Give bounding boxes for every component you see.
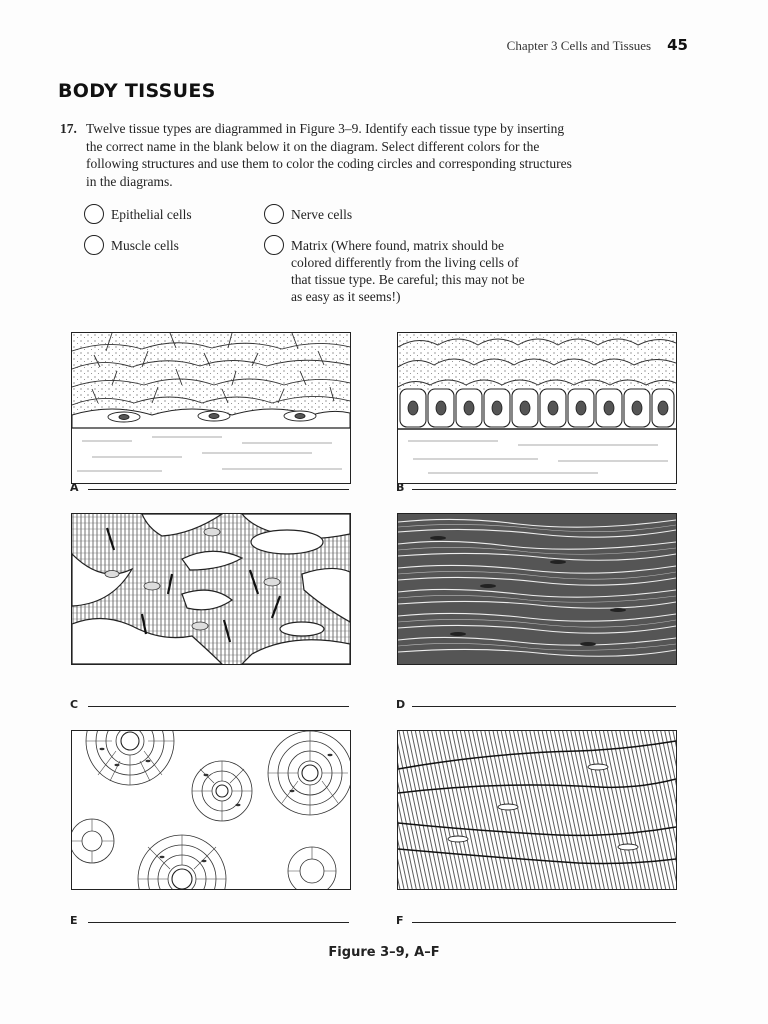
key-muscle-cells[interactable] xyxy=(84,237,254,254)
figure-caption: Figure 3–9, A–F xyxy=(328,945,440,960)
key-matrix[interactable] xyxy=(264,237,528,305)
blank-letter-c: C xyxy=(70,698,79,711)
key-label: Nerve cells xyxy=(291,207,353,222)
coding-circle-epithelial[interactable] xyxy=(84,204,104,224)
tissue-f-illustration xyxy=(398,731,676,889)
key-label: Matrix (Where found, matrix should be colored differently from the living cells of that tissue type. Be careful; this may not be as easy as it seems!) xyxy=(291,238,525,304)
answer-blank-d[interactable] xyxy=(412,706,676,707)
blank-letter-f: F xyxy=(396,914,404,927)
question-number: 17. xyxy=(60,121,77,136)
tissue-d-illustration xyxy=(398,514,676,664)
panel-c-diagram xyxy=(71,513,351,665)
question-17 xyxy=(60,120,580,190)
panel-d-diagram xyxy=(397,513,677,665)
section-title: BODY TISSUES xyxy=(58,80,216,102)
key-epithelial-cells[interactable] xyxy=(84,206,254,223)
coding-circle-muscle[interactable] xyxy=(84,235,104,255)
key-nerve-cells[interactable] xyxy=(264,206,534,223)
answer-blank-f[interactable] xyxy=(412,922,676,923)
blank-letter-a: A xyxy=(70,481,79,494)
coding-circle-nerve[interactable] xyxy=(264,204,284,224)
blank-letter-d: D xyxy=(396,698,406,711)
tissue-e-illustration xyxy=(72,731,350,889)
answer-blank-c[interactable] xyxy=(88,706,349,707)
coding-circle-matrix[interactable] xyxy=(264,235,284,255)
question-text: Twelve tissue types are diagrammed in Figure 3–9. Identify each tissue type by inserting the correct name in the blank below it on the diagram. Select different colors for the following structures and use them to color the coding circles and corresponding structures in the diagrams. xyxy=(86,121,572,189)
tissue-a-illustration xyxy=(72,333,350,483)
chapter-title: Chapter 3 Cells and Tissues xyxy=(506,38,652,53)
panel-e-diagram xyxy=(71,730,351,890)
running-head xyxy=(507,36,688,54)
tissue-c-illustration xyxy=(72,514,350,664)
panel-b-diagram xyxy=(397,332,677,484)
panel-a-diagram xyxy=(71,332,351,484)
blank-letter-e: E xyxy=(70,914,78,927)
answer-blank-a[interactable] xyxy=(88,489,349,490)
blank-letter-b: B xyxy=(396,481,405,494)
answer-blank-e[interactable] xyxy=(88,922,349,923)
tissue-b-illustration xyxy=(398,333,676,483)
panel-f-diagram xyxy=(397,730,677,890)
page-number: 45 xyxy=(667,36,688,54)
key-label: Epithelial cells xyxy=(111,207,192,222)
key-label: Muscle cells xyxy=(111,238,179,253)
answer-blank-b[interactable] xyxy=(412,489,676,490)
